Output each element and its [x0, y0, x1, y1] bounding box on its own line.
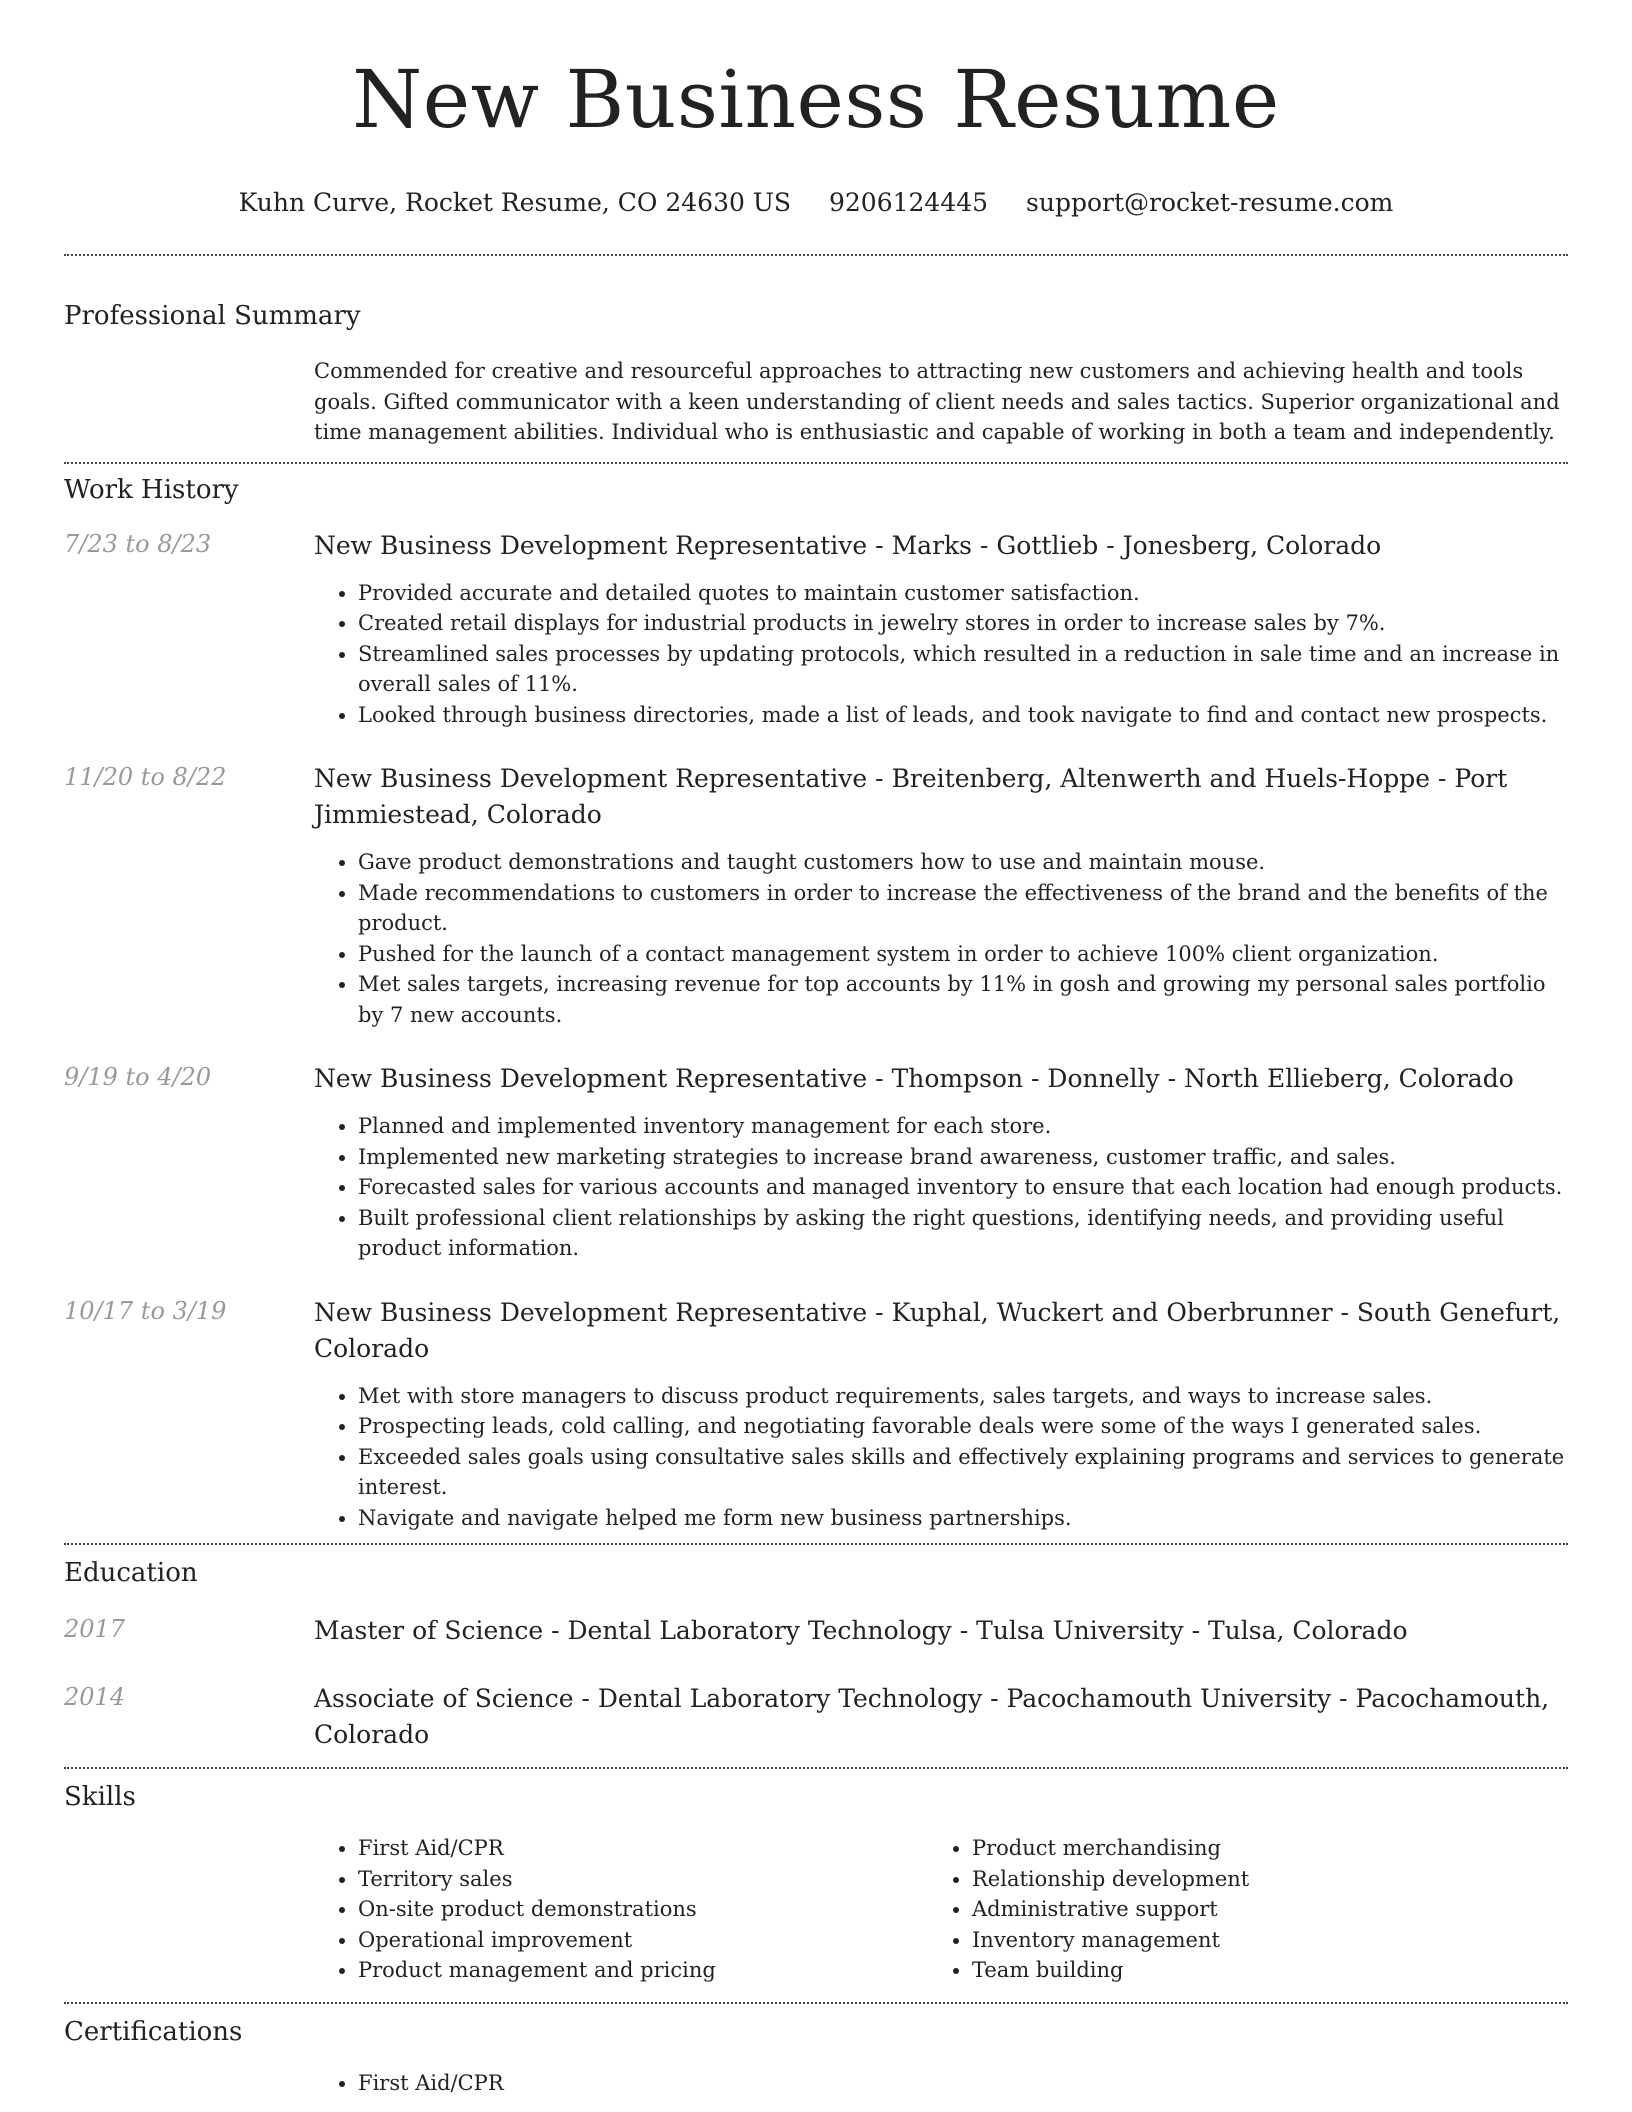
job-entry [64, 1061, 1568, 1264]
skill-item: • Territory sales [358, 1864, 928, 1895]
job-bullets [314, 1111, 1568, 1264]
education-title: Associate of Science - Dental Laboratory Technology - Pacochamouth University - Pacochamouth, Colorado [314, 1684, 1550, 1749]
skills-heading: Skills [64, 1782, 136, 1812]
work-history-section [64, 474, 1568, 1534]
list-item: • Navigate and navigate helped me form new business partnerships. [358, 1503, 1568, 1534]
job-bullets [314, 847, 1568, 1030]
skill-item: • Administrative support [972, 1894, 1542, 1925]
list-item: • Made recommendations to customers in order to increase the effectiveness of the brand and the benefits of the product. [358, 878, 1568, 939]
list-item: • Met sales targets, increasing revenue for top accounts by 11% in gosh and growing my personal sales portfolio by 7 new accounts. [358, 969, 1568, 1030]
divider [64, 1543, 1568, 1545]
job-title: New Business Development Representative - Marks - Gottlieb - Jonesberg, Colorado [314, 530, 1382, 560]
list-item: • Gave product demonstrations and taught customers how to use and maintain mouse. [358, 847, 1568, 878]
job-entry [64, 761, 1568, 1030]
education-entry [64, 1681, 1568, 1753]
summary-section [64, 300, 1568, 448]
list-item: • Provided accurate and detailed quotes to maintain customer satisfaction. [358, 578, 1568, 609]
skill-item: • Product merchandising [972, 1833, 1542, 1864]
job-bullets [314, 1381, 1568, 1534]
skill-item: • Product management and pricing [358, 1955, 928, 1986]
skill-item: • Inventory management [972, 1925, 1542, 1956]
list-item: • Streamlined sales processes by updating protocols, which resulted in a reduction in sale time and an increase in overall sales of 11%. [358, 639, 1568, 700]
list-item: • Exceeded sales goals using consultative sales skills and effectively explaining programs and services to generate interest. [358, 1442, 1568, 1503]
contact-address: Kuhn Curve, Rocket Resume, CO 24630 US [238, 188, 792, 217]
divider [64, 462, 1568, 464]
job-dates: 11/20 to 8/22 [64, 763, 227, 791]
list-item: • Planned and implemented inventory management for each store. [358, 1111, 1568, 1142]
list-item: • Created retail displays for industrial products in jewelry stores in order to increase sales by 7%. [358, 608, 1568, 639]
certification-item: • First Aid/CPR [358, 2068, 1568, 2099]
education-year: 2017 [64, 1615, 126, 1643]
education-section [64, 1557, 1568, 1753]
divider [64, 1767, 1568, 1769]
list-item: • Pushed for the launch of a contact management system in order to achieve 100% client organization. [358, 939, 1568, 970]
job-entry [64, 528, 1568, 731]
divider [64, 2002, 1568, 2004]
skills-section [64, 1781, 1568, 1986]
education-heading: Education [64, 1558, 198, 1588]
divider [64, 254, 1568, 256]
job-entry [64, 1295, 1568, 1534]
contact-email: support@rocket-resume.com [1026, 188, 1394, 217]
skill-item: • Operational improvement [358, 1925, 928, 1956]
job-title: New Business Development Representative - Breitenberg, Altenwerth and Huels-Hoppe - Port Jimmiestead, Colorado [314, 764, 1508, 829]
education-year: 2014 [64, 1683, 126, 1711]
list-item: • Forecasted sales for various accounts and managed inventory to ensure that each location had enough products. [358, 1172, 1568, 1203]
certifications-list [314, 2068, 1568, 2099]
education-entry [64, 1613, 1568, 1649]
certifications-heading: Certifications [64, 2016, 243, 2047]
education-title: Master of Science - Dental Laboratory Technology - Tulsa University - Tulsa, Colorado [314, 1616, 1408, 1645]
skill-item: • Relationship development [972, 1864, 1542, 1895]
list-item: • Prospecting leads, cold calling, and negotiating favorable deals were some of the ways I generated sales. [358, 1411, 1568, 1442]
list-item: • Built professional client relationships by asking the right questions, identifying needs, and providing useful product information. [358, 1203, 1568, 1264]
list-item: • Met with store managers to discuss product requirements, sales targets, and ways to increase sales. [358, 1381, 1568, 1412]
resume-title: New Business Resume [352, 53, 1280, 146]
skills-list-left [314, 1833, 928, 1986]
job-bullets [314, 578, 1568, 731]
summary-text: Commended for creative and resourceful approaches to attracting new customers and achieving health and tools goals. Gifted communicator with a keen understanding of client needs and sales tactics. Superior organizational and time management abilities. Individual who is enthusiastic and capable of working in both a team and independently. [314, 359, 1560, 444]
skills-list-right [928, 1833, 1542, 1986]
job-dates: 9/19 to 4/20 [64, 1063, 212, 1091]
job-title: New Business Development Representative - Thompson - Donnelly - North Ellieberg, Colorado [314, 1064, 1514, 1093]
list-item: • Looked through business directories, made a list of leads, and took navigate to find and contact new prospects. [358, 700, 1568, 731]
summary-heading: Professional Summary [64, 301, 361, 331]
job-dates: 7/23 to 8/23 [64, 529, 212, 558]
contact-phone: 9206124445 [829, 188, 989, 217]
contact-line [64, 188, 1568, 218]
work-history-heading: Work History [64, 474, 239, 505]
certifications-section [64, 2016, 1568, 2099]
skill-item: • Team building [972, 1955, 1542, 1986]
job-dates: 10/17 to 3/19 [64, 1296, 227, 1325]
list-item: • Implemented new marketing strategies to increase brand awareness, customer traffic, and sales. [358, 1142, 1568, 1173]
job-title: New Business Development Representative - Kuphal, Wuckert and Oberbrunner - South Genefurt, Colorado [314, 1297, 1561, 1363]
skill-item: • On-site product demonstrations [358, 1894, 928, 1925]
skill-item: • First Aid/CPR [358, 1833, 928, 1864]
